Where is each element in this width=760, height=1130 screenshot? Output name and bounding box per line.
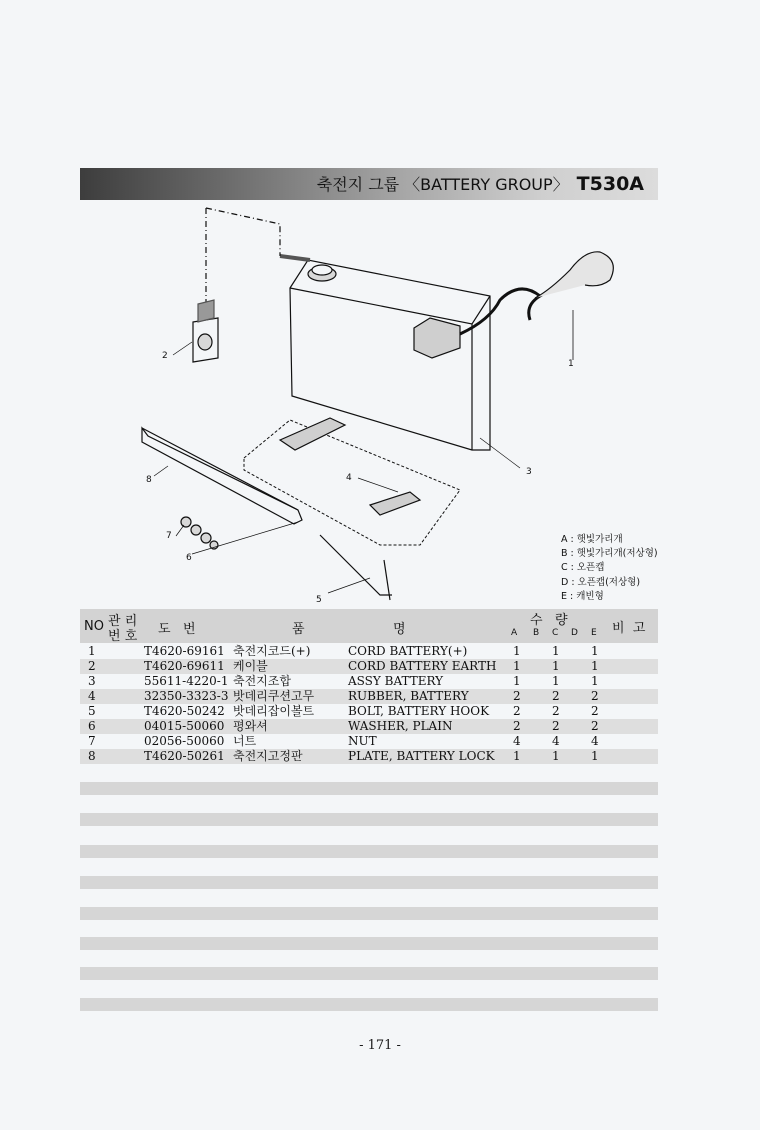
col-mgmt-bottom: 번 호 — [108, 629, 138, 644]
row-no: 1 — [88, 644, 96, 658]
row-eng-name: WASHER, PLAIN — [348, 719, 453, 733]
empty-row-stripe — [80, 845, 658, 858]
col-name: 명 — [393, 622, 406, 637]
row-qty-a: 2 — [513, 719, 521, 733]
row-qty-a: 2 — [513, 704, 521, 718]
parts-table-header — [80, 609, 658, 643]
variant-legend — [561, 533, 658, 604]
legend-item-a: A : 햇빛가리개 — [561, 534, 623, 545]
row-kor-name: 밧데리쿠션고무 — [233, 689, 315, 703]
row-kor-name: 밧데리잡이볼트 — [233, 704, 315, 718]
callout-7: 7 — [166, 531, 172, 541]
callout-8: 8 — [146, 475, 152, 485]
row-no: 8 — [88, 749, 96, 763]
callout-6: 6 — [186, 553, 192, 563]
table-row — [80, 749, 658, 764]
row-qty-e: 2 — [591, 689, 599, 703]
row-no: 2 — [88, 659, 96, 673]
row-part-no: T4620-50261 — [144, 749, 225, 763]
col-qty-c: C — [552, 628, 559, 638]
col-drawing-no: 도 번 — [158, 622, 196, 637]
row-qty-a: 4 — [513, 734, 521, 748]
row-qty-e: 1 — [591, 659, 599, 673]
title-banner — [80, 168, 658, 200]
row-qty-e: 2 — [591, 704, 599, 718]
row-no: 3 — [88, 674, 96, 688]
row-kor-name: 축전지코드(+) — [233, 644, 311, 658]
row-eng-name: CORD BATTERY(+) — [348, 644, 468, 658]
row-eng-name: ASSY BATTERY — [348, 674, 444, 688]
row-qty-c: 1 — [552, 749, 560, 763]
row-qty-c: 2 — [552, 689, 560, 703]
row-qty-a: 2 — [513, 689, 521, 703]
row-qty-c: 1 — [552, 659, 560, 673]
row-eng-name: BOLT, BATTERY HOOK — [348, 704, 490, 718]
row-kor-name: 너트 — [233, 734, 257, 748]
callout-2: 2 — [162, 351, 168, 361]
row-qty-a: 1 — [513, 659, 521, 673]
row-kor-name: 축전지조합 — [233, 674, 291, 688]
row-part-no: T4620-50242 — [144, 704, 225, 718]
legend-item-c: C : 오픈캡 — [561, 562, 605, 574]
row-qty-e: 4 — [591, 734, 599, 748]
row-qty-a: 1 — [513, 644, 521, 658]
row-part-no: T4620-69161 — [144, 644, 225, 658]
callout-5: 5 — [316, 595, 322, 605]
row-no: 6 — [88, 719, 96, 733]
empty-row-stripe — [80, 876, 658, 889]
row-part-no: 32350-3323-3 — [144, 689, 229, 703]
table-row — [80, 734, 658, 749]
col-qty-b: B — [533, 628, 540, 638]
row-qty-a: 1 — [513, 749, 521, 763]
col-mgmt-top: 관 리 — [108, 614, 138, 629]
row-part-no: 04015-50060 — [144, 719, 225, 733]
row-no: 7 — [88, 734, 96, 748]
row-qty-e: 2 — [591, 719, 599, 733]
row-qty-c: 4 — [552, 734, 560, 748]
row-kor-name: 축전지고정판 — [233, 749, 303, 763]
legend-item-d: D : 오픈캡(저상형) — [561, 576, 641, 588]
col-remarks: 비 고 — [612, 621, 646, 636]
row-part-no: T4620-69611 — [144, 659, 225, 673]
table-row — [80, 689, 658, 704]
table-row — [80, 659, 658, 674]
row-part-no: 55611-4220-1 — [144, 674, 229, 688]
page-number: - 171 - — [359, 1038, 401, 1053]
row-qty-e: 1 — [591, 749, 599, 763]
table-row — [80, 704, 658, 719]
legend-item-e: E : 캐빈형 — [561, 590, 604, 602]
empty-row-stripe — [80, 813, 658, 826]
callout-1: 1 — [568, 359, 574, 369]
row-qty-e: 1 — [591, 674, 599, 688]
page-title — [317, 172, 644, 195]
row-eng-name: RUBBER, BATTERY — [348, 689, 469, 703]
row-no: 5 — [88, 704, 96, 718]
row-part-no: 02056-50060 — [144, 734, 225, 748]
callout-4: 4 — [346, 473, 352, 483]
col-qty-e: E — [591, 628, 597, 638]
empty-row-stripe — [80, 907, 658, 920]
row-kor-name: 평와셔 — [233, 719, 268, 733]
empty-row-stripe — [80, 782, 658, 795]
empty-row-stripe — [80, 937, 658, 950]
table-row — [80, 674, 658, 689]
row-qty-c: 1 — [552, 644, 560, 658]
row-qty-e: 1 — [591, 644, 599, 658]
table-row — [80, 719, 658, 734]
empty-row-stripe — [80, 998, 658, 1011]
row-qty-a: 1 — [513, 674, 521, 688]
col-no: NO — [84, 619, 104, 634]
col-item: 품 — [292, 622, 305, 637]
row-qty-c: 1 — [552, 674, 560, 688]
col-qty: 수 량 — [530, 613, 568, 628]
callout-3: 3 — [526, 467, 532, 477]
row-qty-c: 2 — [552, 719, 560, 733]
col-qty-a: A — [511, 628, 518, 638]
col-qty-d: D — [571, 628, 578, 638]
row-eng-name: CORD BATTERY EARTH — [348, 659, 497, 673]
row-qty-c: 2 — [552, 704, 560, 718]
model-code: T530A — [576, 173, 644, 195]
row-no: 4 — [88, 689, 96, 703]
row-eng-name: PLATE, BATTERY LOCK — [348, 749, 495, 763]
table-row — [80, 644, 658, 659]
group-title: 축전지 그룹 〈BATTERY GROUP〉 — [316, 175, 569, 194]
legend-item-b: B : 햇빛가리개(저상형) — [561, 548, 658, 560]
row-eng-name: NUT — [348, 734, 377, 748]
empty-row-stripe — [80, 967, 658, 980]
row-kor-name: 케이블 — [233, 659, 268, 673]
